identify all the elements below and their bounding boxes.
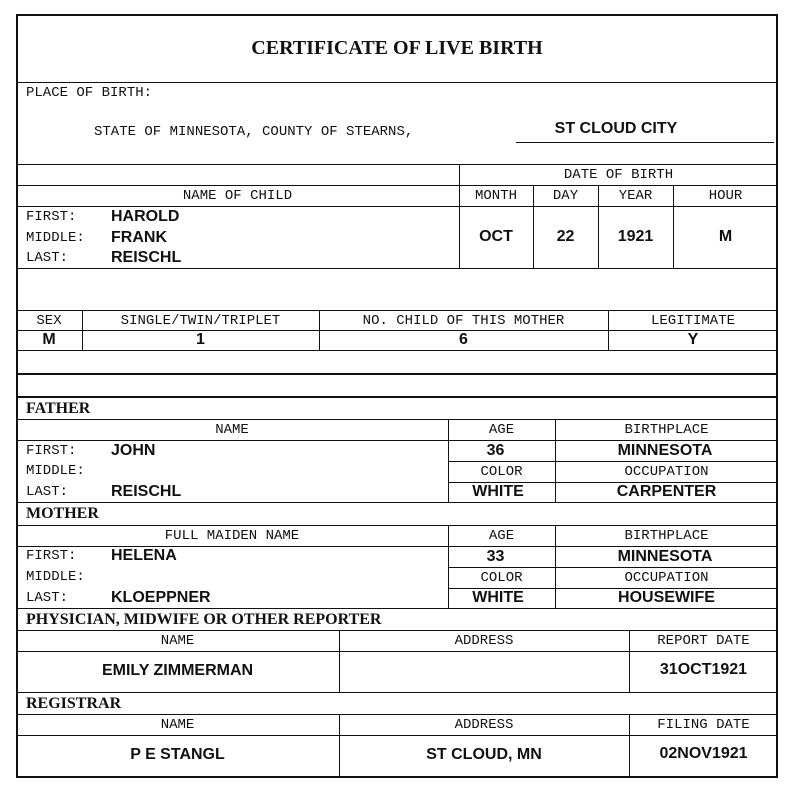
place-of-birth-prefix: STATE OF MINNESOTA, COUNTY OF STEARNS, [94,124,414,140]
mother-occupation-label: OCCUPATION [624,570,709,586]
registrar-name-label: NAME [160,717,195,733]
physician-name: EMILY ZIMMERMAN [101,662,254,679]
rule-heavy [16,396,778,398]
child-number-value: 6 [459,331,468,348]
child-first-label: FIRST: [26,209,77,225]
mother-age: 33 [486,548,505,565]
certificate-title: CERTIFICATE OF LIVE BIRTH [251,37,543,59]
divider [629,630,630,692]
child-last-name: REISCHL [111,249,182,266]
rule [16,164,778,165]
rule [448,567,778,568]
mother-first-label: FIRST: [26,548,77,564]
rule [16,330,778,331]
mother-occupation: HOUSEWIFE [618,589,715,606]
hour-label: HOUR [708,188,743,204]
child-middle-label: MIDDLE: [26,230,85,246]
father-first-label: FIRST: [26,443,77,459]
name-of-child-header: NAME OF CHILD [182,188,293,204]
father-birthplace: MINNESOTA [617,442,713,459]
mother-color-label: COLOR [480,570,523,586]
legitimate-value: Y [687,331,699,348]
registrar-address-label: ADDRESS [454,717,514,733]
legitimate-label: LEGITIMATE [650,313,735,329]
father-color: WHITE [472,483,524,500]
birth-year: 1921 [617,228,654,245]
rule [16,651,778,652]
father-name-header: NAME [215,422,249,438]
mother-birthplace: MINNESOTA [617,548,713,565]
father-birthplace-label: BIRTHPLACE [624,422,709,438]
registrar-address: ST CLOUD, MN [426,746,542,763]
child-last-label: LAST: [26,250,69,266]
mother-first-name: HELENA [111,547,177,564]
plurality-label: SINGLE/TWIN/TRIPLET [120,313,281,329]
divider [533,185,534,268]
divider [339,714,340,778]
registrar-filing-date-label: FILING DATE [657,717,750,733]
sex-value: M [42,331,56,348]
rule [16,630,778,631]
rule [16,310,778,311]
rule [16,608,778,609]
father-age: 36 [486,442,505,459]
mother-section-heading: MOTHER [26,505,99,522]
child-first-name: HAROLD [111,208,180,225]
day-label: DAY [552,188,579,204]
rule [16,714,778,715]
birth-hour: M [718,228,733,245]
child-number-label: NO. CHILD OF THIS MOTHER [362,313,565,329]
registrar-section-heading: REGISTRAR [26,695,122,712]
rule [448,461,778,462]
father-color-label: COLOR [480,464,523,480]
child-middle-name: FRANK [111,229,167,246]
physician-report-date: 31OCT1921 [659,661,748,678]
rule [16,440,778,441]
father-occupation: CARPENTER [616,483,717,500]
registrar-name: P E STANGL [130,746,225,763]
mother-middle-label: MIDDLE: [26,569,85,585]
sex-label: SEX [36,313,62,329]
divider [673,185,674,268]
divider [459,164,460,268]
father-last-label: LAST: [26,484,69,500]
place-of-birth-city: ST CLOUD CITY [554,120,678,137]
birth-month: OCT [479,228,513,245]
rule-heavy [16,373,778,375]
rule [16,735,778,736]
rule [16,350,778,351]
mother-color: WHITE [472,589,524,606]
rule [16,692,778,693]
month-label: MONTH [474,188,517,204]
registrar-filing-date: 02NOV1921 [659,745,748,762]
rule [16,525,778,526]
divider [598,185,599,268]
mother-last-label: LAST: [26,590,69,606]
physician-name-label: NAME [160,633,195,649]
mother-last-name: KLOEPPNER [111,589,211,606]
father-last-name: REISCHL [111,483,182,500]
father-age-label: AGE [488,422,515,438]
birth-day: 22 [556,228,575,245]
mother-name-header: FULL MAIDEN NAME [164,528,300,544]
rule [16,206,778,207]
rule [16,185,778,186]
rule [16,268,778,269]
father-middle-label: MIDDLE: [26,463,85,479]
mother-age-label: AGE [488,528,515,544]
physician-address-label: ADDRESS [454,633,514,649]
mother-birthplace-label: BIRTHPLACE [624,528,709,544]
rule [16,502,778,503]
plurality-value: 1 [196,331,205,348]
rule [16,82,778,83]
place-of-birth-label: PLACE OF BIRTH: [26,85,153,101]
date-of-birth-header: DATE OF BIRTH [563,167,674,183]
physician-report-date-label: REPORT DATE [657,633,750,649]
father-section-heading: FATHER [26,400,91,417]
father-first-name: JOHN [111,442,156,459]
city-underline [516,142,774,143]
divider [339,630,340,692]
rule [16,419,778,420]
father-occupation-label: OCCUPATION [624,464,709,480]
physician-section-heading: PHYSICIAN, MIDWIFE OR OTHER REPORTER [26,611,382,628]
year-label: YEAR [618,188,653,204]
